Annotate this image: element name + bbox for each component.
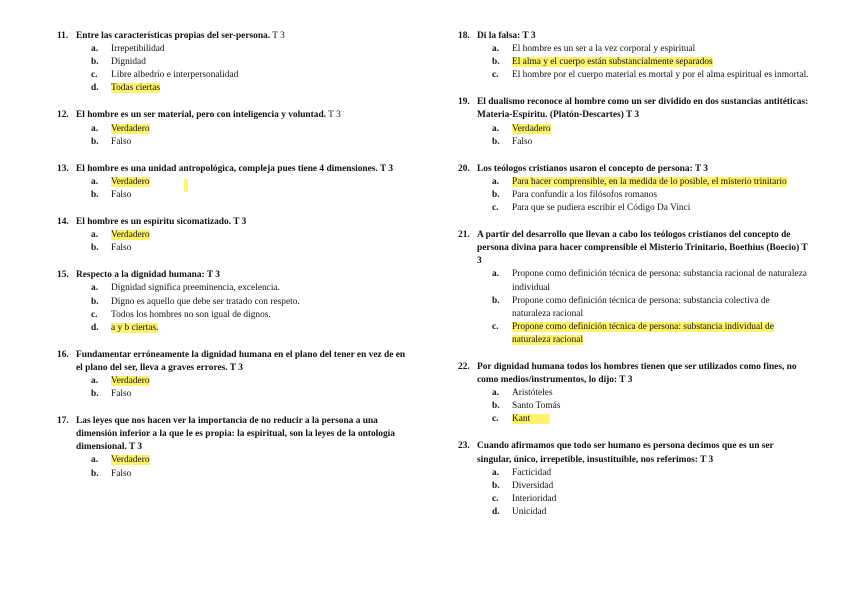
question-text (76, 415, 409, 454)
option-text (512, 268, 810, 294)
option-label: Falso (512, 136, 533, 147)
question-text (76, 349, 409, 375)
right-column (458, 30, 810, 533)
answer-option[interactable] (492, 493, 810, 506)
option-text (111, 82, 409, 95)
highlighted-answer: Verdadero (111, 455, 150, 466)
answer-option[interactable] (91, 136, 409, 149)
option-text (512, 189, 810, 202)
question-line (57, 216, 409, 229)
option-letter: b. (91, 136, 99, 147)
highlighted-answer: Verdadero (512, 123, 551, 134)
option-text (111, 309, 409, 322)
question-item (458, 440, 810, 519)
question-line (57, 269, 409, 282)
question-number: 18. (458, 31, 470, 41)
option-text (111, 375, 409, 388)
option-label: Falso (111, 243, 132, 254)
answer-option[interactable] (91, 56, 409, 69)
highlighted-answer: Verdadero (111, 123, 150, 134)
option-text (111, 69, 409, 82)
option-letter: c. (91, 309, 98, 320)
option-text (111, 454, 409, 467)
option-text (512, 387, 810, 400)
answer-option[interactable] (492, 136, 810, 149)
option-label: Dignidad significa preeminencia, excelencia. (111, 283, 280, 294)
option-label: Para que se pudiera escribir el Código Da Vinci (512, 203, 691, 214)
answer-option[interactable] (91, 229, 409, 242)
option-letter: a. (492, 467, 500, 478)
option-letter: c. (492, 203, 499, 214)
option-text (111, 229, 409, 242)
option-text (111, 189, 409, 202)
question-line (458, 440, 810, 466)
highlight-mark (184, 179, 188, 192)
question-body: El hombre es un espíritu sicomatizado. T 3 (76, 217, 247, 228)
question-body: Cuando afirmamos que todo ser humano es persona decimos que es un ser singular, único, irrepetible, insustituible, nos referimos: T 3 (477, 441, 774, 465)
option-label: Unicidad (512, 506, 547, 517)
option-letter: d. (492, 506, 500, 517)
option-text (512, 295, 810, 321)
option-letter: a. (91, 44, 99, 55)
option-letter: a. (91, 176, 99, 187)
option-text (512, 400, 810, 413)
option-text (512, 413, 810, 426)
option-text (111, 468, 409, 481)
question-line (57, 415, 409, 454)
option-letter: b. (492, 189, 500, 200)
option-letter: a. (492, 388, 500, 399)
answer-option[interactable] (492, 43, 810, 56)
question-line (458, 361, 810, 387)
option-letter: b. (91, 389, 99, 400)
option-label: Falso (111, 389, 132, 400)
option-letter: a. (91, 283, 99, 294)
question-body: Entre las características propias del ser-persona. (76, 31, 271, 41)
question-line (458, 30, 810, 43)
option-letter: b. (492, 57, 500, 68)
question-line (458, 163, 810, 176)
answer-option[interactable] (91, 123, 409, 136)
answer-option[interactable] (91, 454, 409, 467)
answer-option[interactable] (91, 176, 409, 189)
option-label: Interioridad (512, 493, 557, 504)
option-letter: c. (492, 493, 499, 504)
question-body: El dualismo reconoce al hombre como un ser dividido en dos sustancias antitéticas: Materia-Espíritu. (Platón-Descartes) T 3 (477, 97, 809, 121)
question-item (458, 229, 810, 347)
answer-option[interactable] (91, 309, 409, 322)
highlighted-answer: Todas ciertas (111, 83, 161, 94)
answer-option[interactable] (492, 123, 810, 136)
option-letter: a. (91, 375, 99, 386)
option-label: El hombre es un ser a la vez corporal y espiritual (512, 44, 696, 55)
question-body: Las leyes que nos hacen ver la importancia de no reducir a la persona a una dimensión inferior a la que le es propia: la espiritual, son la leyes de la ontología dimensional. T 3 (76, 416, 395, 453)
question-number: 19. (458, 97, 470, 108)
option-label: Dignidad (111, 57, 146, 68)
option-text (512, 493, 810, 506)
highlighted-answer: Verdadero (111, 375, 150, 386)
question-number: 12. (57, 110, 69, 121)
question-text (76, 109, 409, 122)
question-text (76, 216, 409, 229)
option-label: Facticidad (512, 467, 552, 478)
answer-option[interactable] (492, 295, 810, 321)
question-item (57, 216, 409, 255)
answer-option[interactable] (492, 321, 810, 347)
question-text (477, 163, 810, 176)
option-letter: b. (91, 189, 99, 200)
question-number: 20. (458, 163, 470, 174)
option-label: Diversidad (512, 480, 554, 491)
option-letter: d. (91, 83, 99, 94)
question-text (477, 229, 810, 268)
question-number: 16. (57, 349, 69, 360)
option-text (512, 136, 810, 149)
option-letter: c. (91, 70, 98, 81)
question-text (76, 163, 409, 176)
option-letter: a. (91, 230, 99, 241)
question-text (477, 440, 810, 466)
question-item (458, 361, 810, 426)
option-text (512, 69, 810, 82)
answer-option[interactable] (492, 69, 810, 82)
option-letter: a. (492, 176, 500, 187)
question-body: Respecto a la dignidad humana: T 3 (76, 270, 220, 281)
question-text (76, 30, 409, 43)
option-text (512, 506, 810, 519)
option-letter: b. (492, 295, 500, 306)
answer-option[interactable] (492, 467, 810, 480)
option-label: Irrepetibilidad (111, 44, 165, 55)
option-label: Propone como definición técnica de persona: substancia racional de naturaleza individual (512, 269, 807, 293)
highlighted-answer: El alma y el cuerpo están substancialmente separados (512, 57, 713, 68)
option-text (111, 388, 409, 401)
question-item (458, 30, 810, 82)
question-line (57, 109, 409, 122)
question-body: El hombre es una unidad antropológica, compleja pues tiene 4 dimensiones. T 3 (76, 163, 394, 174)
option-text (512, 202, 810, 215)
option-label: El hombre por el cuerpo material es mortal y por el alma espiritual es inmortal. (512, 70, 809, 81)
option-letter: c. (492, 414, 499, 425)
question-body: Por dignidad humana todos los hombres tienen que ser utilizados como fines, no como medios/instrumentos, lo dijo: T 3 (477, 361, 797, 386)
question-line (57, 30, 409, 43)
option-letter: a. (492, 44, 500, 55)
option-letter: a. (492, 123, 500, 134)
answer-option[interactable] (91, 388, 409, 401)
option-label: Aristóteles (512, 388, 553, 399)
option-text (512, 176, 810, 189)
question-body: Fundamentar erróneamente la dignidad humana en el plano del tener en vez de en el plano del ser, lleva a graves errores. T 3 (76, 349, 406, 373)
option-letter: d. (91, 322, 99, 333)
option-text (512, 43, 810, 56)
left-column (57, 30, 409, 495)
highlighted-answer: Verdadero (111, 176, 150, 187)
option-letter: c. (492, 70, 499, 81)
option-text (512, 123, 810, 136)
answer-option[interactable] (492, 268, 810, 294)
answer-option[interactable] (91, 43, 409, 56)
question-body: El hombre es un ser material, pero con inteligencia y voluntad. (76, 110, 326, 121)
answer-option[interactable] (492, 506, 810, 519)
question-number: 17. (57, 416, 69, 427)
option-label: Santo Tomás (512, 401, 561, 412)
question-text (477, 30, 810, 43)
question-tail: T 3 (270, 31, 285, 41)
answer-option[interactable] (492, 480, 810, 493)
question-line (458, 96, 810, 122)
option-label: Falso (111, 468, 132, 479)
option-letter: a. (91, 123, 99, 134)
question-line (458, 229, 810, 268)
option-text (512, 467, 810, 480)
option-text (111, 176, 409, 189)
answer-option[interactable] (91, 282, 409, 295)
question-item (57, 269, 409, 334)
question-text (76, 269, 409, 282)
answer-option[interactable] (91, 468, 409, 481)
question-text (477, 361, 810, 387)
option-letter: a. (492, 269, 500, 280)
option-text (111, 123, 409, 136)
option-letter: b. (492, 480, 500, 491)
question-item (57, 349, 409, 401)
question-item (458, 163, 810, 215)
option-label: Todos los hombres no son igual de dignos. (111, 309, 271, 320)
answer-option[interactable] (492, 202, 810, 215)
option-letter: b. (492, 401, 500, 412)
answer-option[interactable] (492, 387, 810, 400)
answer-option[interactable] (91, 322, 409, 335)
question-number: 14. (57, 217, 69, 228)
option-text (111, 136, 409, 149)
option-label: Digno es aquello que debe ser tratado con respeto. (111, 296, 300, 307)
highlighted-answer: Propone como definición técnica de persona: substancia individual de naturaleza racional (512, 321, 774, 345)
answer-option[interactable] (91, 82, 409, 95)
option-text (111, 322, 409, 335)
question-tail: T 3 (326, 110, 341, 121)
option-letter: b. (91, 296, 99, 307)
answer-option[interactable] (91, 242, 409, 255)
answer-option[interactable] (492, 413, 810, 426)
question-item (57, 163, 409, 202)
question-number: 15. (57, 270, 69, 281)
option-label: Propone como definición técnica de persona: substancia colectiva de naturaleza racional (512, 295, 770, 319)
highlighted-answer: Para hacer comprensible, en la medida de lo posible, el misterio trinitario (512, 176, 787, 187)
highlighted-answer: Kant (512, 414, 550, 424)
question-item (57, 30, 409, 95)
option-text (512, 321, 810, 347)
question-body: Di la falsa: T 3 (477, 31, 536, 41)
option-text (111, 282, 409, 295)
question-number: 21. (458, 230, 470, 241)
question-number: 13. (57, 163, 69, 174)
option-label: Falso (111, 189, 132, 200)
answer-option[interactable] (91, 375, 409, 388)
option-letter: b. (91, 57, 99, 68)
highlighted-answer: Verdadero (111, 230, 150, 241)
question-body: A partir del desarrollo que llevan a cabo los teólogos cristianos del concepto de persona divina para hacer comprensible el Misterio Trinitario, Boethius (Boecio) T 3 (477, 230, 808, 267)
question-body: Los teólogos cristianos usaron el concepto de persona: T 3 (477, 163, 708, 174)
option-label: Para confundir a los filósofos romanos (512, 189, 658, 200)
option-letter: b. (492, 136, 500, 147)
question-line (57, 163, 409, 176)
answer-option[interactable] (91, 296, 409, 309)
answer-option[interactable] (492, 176, 810, 189)
option-letter: a. (91, 455, 99, 466)
option-text (111, 242, 409, 255)
highlighted-answer: a y b ciertas. (111, 322, 159, 333)
option-label: Falso (111, 136, 132, 147)
answer-option[interactable] (91, 189, 409, 202)
question-number: 22. (458, 361, 470, 372)
option-letter: b. (91, 243, 99, 254)
option-letter: b. (91, 468, 99, 479)
option-label: Libre albedrío e interpersonalidad (111, 70, 239, 81)
question-number: 11. (57, 31, 69, 41)
question-item (57, 109, 409, 148)
option-letter: c. (492, 321, 499, 332)
question-text (477, 96, 810, 122)
option-text (111, 56, 409, 69)
option-text (111, 296, 409, 309)
option-text (512, 56, 810, 69)
question-item (458, 96, 810, 148)
question-line (57, 349, 409, 375)
answer-option[interactable] (492, 189, 810, 202)
option-text (512, 480, 810, 493)
answer-option[interactable] (492, 56, 810, 69)
answer-option[interactable] (91, 69, 409, 82)
option-text (111, 43, 409, 56)
answer-option[interactable] (492, 400, 810, 413)
question-number: 23. (458, 441, 470, 452)
question-item (57, 415, 409, 480)
